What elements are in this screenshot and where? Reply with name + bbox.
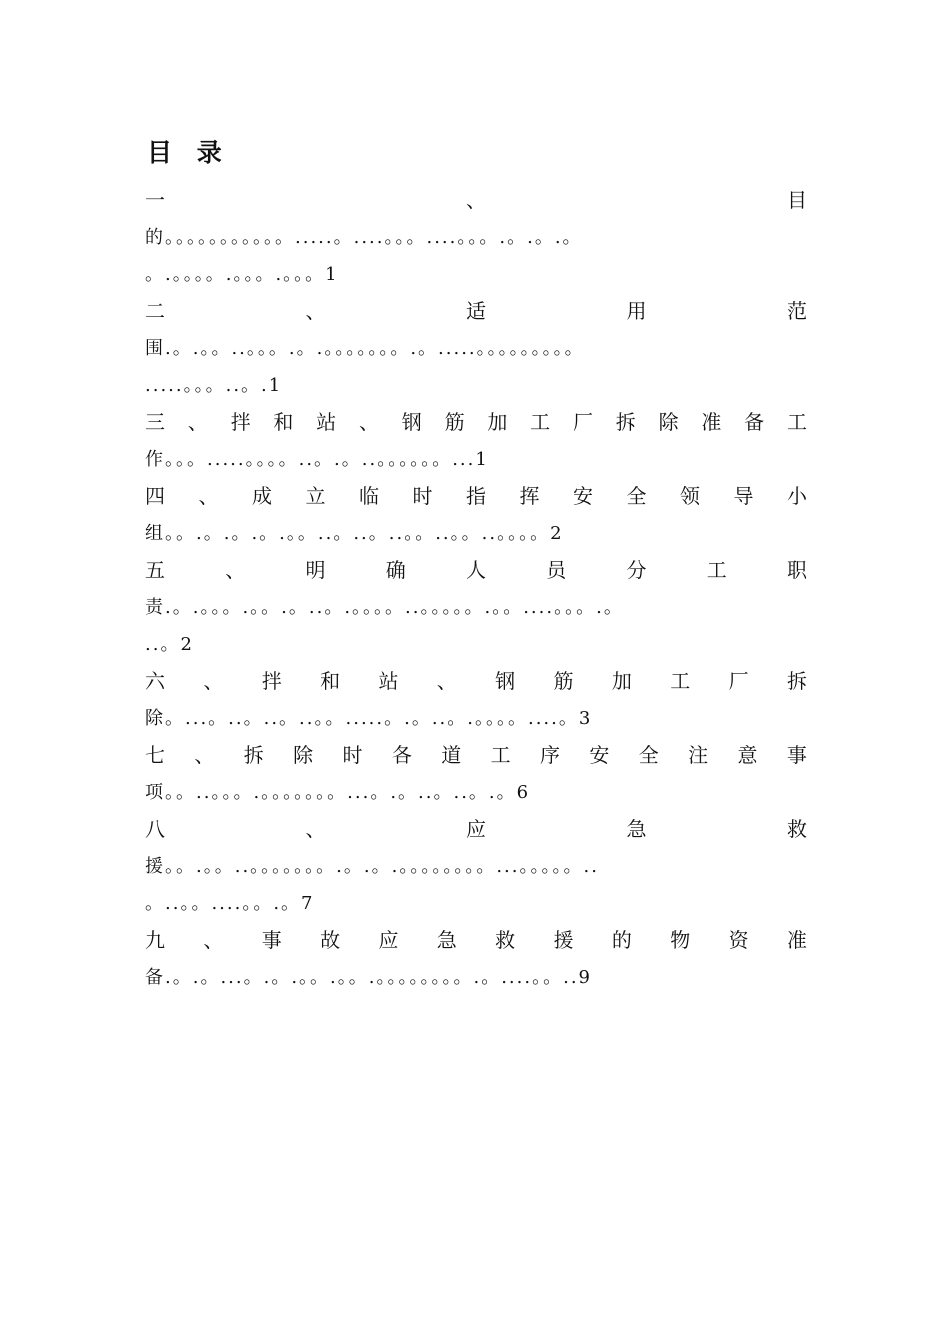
toc-entry-heading (145, 404, 807, 441)
toc-heading-char: 六 (145, 669, 165, 693)
toc-entry-heading (145, 663, 807, 700)
toc-heading-char: 全 (638, 743, 659, 767)
toc-heading-char: 应 (378, 928, 399, 952)
toc-heading-char: 意 (737, 743, 758, 767)
toc-heading-char: 除 (658, 410, 679, 434)
toc-heading-char: 和 (320, 669, 341, 693)
toc-heading-char: 领 (680, 484, 700, 508)
toc-entry[interactable] (145, 478, 807, 552)
toc-heading-char: 准 (786, 928, 807, 952)
toc-entry-heading (145, 293, 807, 330)
toc-heading-char: 导 (733, 484, 754, 508)
toc-heading-char: 四 (145, 484, 165, 508)
toc-entry-leader-line: ..。2 (145, 634, 194, 655)
toc-entry-heading (145, 552, 807, 589)
toc-heading-char: 一 (145, 188, 165, 212)
toc-heading-char: 、 (358, 410, 379, 434)
toc-heading-char: 工 (490, 743, 511, 767)
toc-heading-char: 站 (378, 669, 399, 693)
toc-heading-char: 九 (145, 928, 165, 952)
toc-entry-leader-line: 围.。.。。..。。。.。.。。。。。。。.。.....。。。。。。。。。 (145, 338, 585, 359)
toc-entry[interactable] (145, 552, 807, 663)
table-of-contents (145, 182, 807, 996)
toc-heading-char: 挥 (519, 484, 540, 508)
toc-heading-char: 拆 (615, 410, 636, 434)
toc-heading-char: 筋 (444, 410, 465, 434)
toc-entry[interactable] (145, 663, 807, 737)
toc-heading-char: 站 (316, 410, 337, 434)
toc-entry-leader-line: 除。...。..。..。..。。.....。.。..。.。。。。....。3 (145, 708, 593, 729)
toc-heading-char: 八 (145, 817, 165, 841)
toc-heading-char: 救 (495, 928, 516, 952)
toc-heading-char: 拌 (261, 669, 282, 693)
toc-entry-leader-line: 备.。.。...。.。.。。.。。.。。。。。。。。.。....。。..9 (145, 967, 592, 988)
toc-heading-char: 明 (305, 558, 326, 582)
toc-heading-char: 加 (611, 669, 632, 693)
toc-entry-heading (145, 182, 807, 219)
toc-entry-leader-line: 。.。。。。.。。。.。。。1 (145, 264, 339, 285)
toc-entry-heading (145, 478, 807, 515)
toc-heading-char: 工 (530, 410, 551, 434)
toc-heading-char: 小 (787, 484, 807, 508)
toc-heading-char: 、 (225, 558, 246, 582)
toc-heading-char: 用 (626, 299, 647, 323)
toc-entry-leader-line: 项。。..。。。.。。。。。。。...。.。..。..。.。6 (145, 782, 531, 803)
toc-heading-char: 员 (546, 558, 567, 582)
toc-heading-char: 序 (540, 743, 560, 767)
toc-entry[interactable] (145, 404, 807, 478)
toc-heading-char: 、 (466, 188, 486, 212)
toc-entry[interactable] (145, 182, 807, 293)
toc-heading-char: 、 (187, 410, 208, 434)
toc-heading-char: 安 (589, 743, 610, 767)
toc-heading-char: 、 (198, 484, 219, 508)
toc-heading-char: 安 (573, 484, 593, 508)
toc-heading-char: 五 (145, 558, 165, 582)
toc-heading-char: 急 (436, 928, 457, 952)
toc-entry-heading (145, 737, 807, 774)
toc-heading-char: 立 (305, 484, 326, 508)
toc-heading-char: 全 (626, 484, 647, 508)
toc-heading-char: 、 (203, 928, 224, 952)
toc-heading-char: 急 (626, 817, 647, 841)
toc-heading-char: 三 (145, 410, 165, 434)
toc-entry[interactable] (145, 922, 807, 996)
toc-heading-char: 钢 (495, 669, 516, 693)
toc-heading-char: 拆 (786, 669, 807, 693)
toc-heading-char: 和 (273, 410, 294, 434)
toc-entry-leader-line: 。..。。....。。.。7 (145, 893, 315, 914)
toc-heading-char: 工 (786, 410, 807, 434)
toc-heading-char: 注 (688, 743, 709, 767)
toc-heading-char: 救 (787, 817, 807, 841)
toc-heading-char: 事 (261, 928, 282, 952)
toc-heading-char: 成 (252, 484, 272, 508)
toc-heading-char: 职 (787, 558, 807, 582)
toc-heading-char: 二 (145, 299, 165, 323)
toc-heading-char: 拆 (243, 743, 264, 767)
toc-entry[interactable] (145, 811, 807, 922)
toc-heading-char: 拌 (230, 410, 251, 434)
toc-entry-leader-line: 作。。。.....。。。。..。.。..。。。。。。...1 (145, 449, 489, 470)
toc-heading-char: 、 (305, 817, 326, 841)
toc-heading-char: 备 (744, 410, 765, 434)
toc-heading-char: 厂 (728, 669, 749, 693)
toc-heading-char: 援 (553, 928, 574, 952)
toc-heading-char: 分 (626, 558, 647, 582)
toc-heading-char: 工 (670, 669, 691, 693)
toc-heading-char: 适 (466, 299, 486, 323)
toc-heading-char: 确 (385, 558, 406, 582)
toc-heading-char: 目 (787, 188, 807, 212)
toc-heading-char: 、 (194, 743, 215, 767)
toc-heading-char: 各 (391, 743, 412, 767)
toc-heading-char: 、 (305, 299, 326, 323)
toc-heading-char: 加 (487, 410, 508, 434)
toc-entry-heading (145, 811, 807, 848)
toc-heading-char: 准 (701, 410, 722, 434)
toc-entry-leader-line: 的。。。。。。。。。。。.....。....。。。....。。。.。.。.。 (145, 227, 583, 248)
toc-heading-char: 范 (787, 299, 807, 323)
toc-heading-char: 厂 (572, 410, 593, 434)
toc-heading-char: 资 (728, 928, 749, 952)
toc-heading-char: 的 (611, 928, 632, 952)
toc-heading-char: 、 (436, 669, 457, 693)
toc-heading-char: 事 (786, 743, 807, 767)
toc-entry-leader-line: 援。。.。。..。。。。。。。.。.。.。。。。。。。。...。。。。。.. (145, 856, 599, 877)
toc-heading-char: 七 (145, 743, 165, 767)
toc-entry[interactable] (145, 293, 807, 404)
toc-heading-char: 指 (466, 484, 486, 508)
toc-heading-char: 临 (359, 484, 379, 508)
toc-heading-char: 、 (203, 669, 224, 693)
toc-heading-char: 工 (706, 558, 727, 582)
toc-entry-leader-line: .....。。。..。.1 (145, 375, 283, 396)
toc-heading-char: 时 (412, 484, 433, 508)
page-title: 目 录 (147, 138, 230, 167)
toc-heading-char: 应 (466, 817, 486, 841)
toc-heading-char: 道 (441, 743, 462, 767)
toc-heading-char: 筋 (553, 669, 574, 693)
toc-entry[interactable] (145, 737, 807, 811)
toc-heading-char: 故 (320, 928, 341, 952)
toc-heading-char: 时 (342, 743, 363, 767)
toc-entry-leader-line: 责.。.。。。.。。.。..。.。。。。..。。。。。.。。....。。。.。 (145, 597, 624, 618)
toc-heading-char: 物 (670, 928, 691, 952)
toc-heading-char: 钢 (401, 410, 422, 434)
toc-entry-leader-line: 组。。.。.。.。.。。..。..。..。。..。。..。。。。2 (145, 523, 564, 544)
toc-entry-heading (145, 922, 807, 959)
toc-heading-char: 人 (466, 558, 486, 582)
toc-heading-char: 除 (293, 743, 314, 767)
